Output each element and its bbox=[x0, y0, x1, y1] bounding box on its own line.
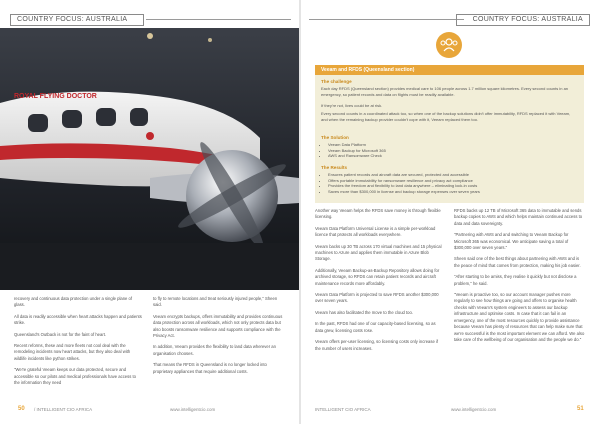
right-col2-paragraph: "Partnering with AWS and and switching to Veeam Backup for Microsoft 365 was economical. We anticipate saving a total of $300,000 over seven years." bbox=[454, 232, 569, 251]
challenge-text: Each day RFDS (Queensland section) provides medical care to 106 people across 1.7 million square kilometres. Every second counts in an emergency, so patient records and data on flights must be readily available. bbox=[321, 86, 569, 97]
team-icon bbox=[436, 32, 462, 58]
right-col2-paragraph: "After starting to be amiss, they realise it quickly but not disclose a problem," he said. bbox=[454, 274, 577, 286]
right-col2-paragraph: "Veeam is proactive too, so our account manager pushes more regularly to see how things are going and offers to organise health checks with Veeam's system engineers to assess our backup infrastructure and optimise costs. In case that it can fail in an emergency, one of the most resources quickly to provide assistance because Veeam has plenty of resources that can help make sure that we're successful is the most important element we can afford. We also take care of the wellbeing of our organisation and the people we do." bbox=[454, 292, 585, 342]
right-col1-paragraph: Another way Veeam helps the RFDS save money is through flexible licensing. bbox=[315, 208, 441, 220]
solution-list bbox=[321, 142, 576, 159]
svg-text:ROYAL FLYING DOCTOR: ROYAL FLYING DOCTOR bbox=[14, 93, 97, 100]
aircraft-photo bbox=[0, 28, 299, 290]
right-col1-paragraph: In the past, RFDS had one of our capacity-based licensing, so as data grew, licensing costs rose. bbox=[315, 321, 436, 333]
left-col1-paragraph: All data is readily accessible when heart attacks happen and patients strike. bbox=[14, 313, 142, 326]
left-column-2 bbox=[153, 296, 285, 380]
left-col1-paragraph: recovery and continuous data protection under a single plane of glass. bbox=[14, 296, 133, 308]
challenge-heading: The challenge bbox=[321, 79, 352, 84]
solution-item: • Veeam Data Platform bbox=[328, 142, 576, 148]
right-col1-paragraph: Veeam Data Platform is projected to save RFDS another $300,000 over seven years. bbox=[315, 292, 439, 304]
case-study-title: Veeam and RFDS (Queensland section) bbox=[321, 67, 415, 73]
right-col1-paragraph: Additionally, Veeam Backup-as-Backup Repository allows doing for archived storage, so RFDS can retain patient records and aircraft maintenance records more affordably. bbox=[315, 267, 440, 286]
left-col1-paragraph: "We're grateful Veeam keeps our data protected, secure and accessible so our pilots and medical professionals have access to the information they need bbox=[14, 367, 136, 386]
right-page-number: 51 bbox=[577, 406, 584, 412]
left-column-1 bbox=[14, 296, 142, 391]
right-col1-paragraph: Veeam has also facilitated the move to the cloud too. bbox=[315, 309, 414, 315]
case-study-box bbox=[315, 65, 584, 203]
challenge-text: Every second counts in a coordinated attack too, so when one of the backup solutions didn't offer immutability, RFDS replaced it with Veeam, and when the remaining backup provider couldn't cope with it, Veeam replaced them too. bbox=[321, 111, 571, 122]
result-item: • Provides the freedom and flexibility to land data anywhere – eliminating lock-in costs bbox=[328, 183, 576, 189]
results-heading: The Results bbox=[321, 165, 348, 170]
right-header-rule bbox=[309, 19, 464, 20]
right-page bbox=[301, 0, 600, 424]
solution-item: • Veeam Backup for Microsoft 365 bbox=[328, 148, 576, 154]
results-list bbox=[321, 172, 576, 194]
solution-item: • AWS and Ransomware Check bbox=[328, 153, 576, 159]
result-item: • Offers portable immutability for ransomware resilience and privacy act compliance bbox=[328, 178, 576, 184]
solution-heading: The Solution bbox=[321, 135, 349, 140]
left-col1-paragraph: Recent reforms, these and more fleets not cool deal with the remodeling incidents now heart attacks, but they also deal with wildlife incidents like python strikes. bbox=[14, 343, 131, 361]
left-col1-paragraph: Queensland's Outback is not for the faint of heart. bbox=[14, 331, 107, 337]
case-study-title-bar bbox=[315, 65, 584, 75]
aircraft-photo-illustration bbox=[0, 28, 299, 290]
result-item: • Saves more than $300,000 in license and backup storage expenses over seven years bbox=[328, 189, 576, 195]
left-header-tag: COUNTRY FOCUS: AUSTRALIA bbox=[10, 14, 144, 26]
left-col2-paragraph: Veeam encrypts backups, offers immutability and provides continuous data protection across all workloads, which not only protects data but also boosts ransomware resilience and supports compliance with the Privacy Act. bbox=[153, 313, 283, 339]
right-col2-paragraph: RFDS backs up 12 TB of Microsoft 365 data to immutable and sends backup copies to AWS and which helps maintain continued access to data and data sovereignty. bbox=[454, 208, 583, 226]
left-footer-issue: / INTELLIGENT CIO AFRICA bbox=[34, 407, 93, 412]
right-col1-paragraph: Veeam offers per-user licensing, so licensing costs only increase if the number of users increases. bbox=[315, 339, 439, 351]
left-page-number: 50 bbox=[18, 406, 25, 412]
left-header-rule bbox=[146, 19, 291, 20]
left-col2-paragraph: That means the RFDS in Queensland is no longer locked into proprietary appliances that require additional costs. bbox=[153, 362, 267, 374]
right-footer-issue: INTELLIGENT CIO AFRICA bbox=[315, 407, 371, 412]
right-col1-paragraph: Veeam backs up 30 TB across 170 virtual machines and 15 physical machines to Azure and applies them immutable in Azure Blob Storage. bbox=[315, 243, 442, 262]
left-page bbox=[0, 0, 299, 424]
right-header-tag: COUNTRY FOCUS: AUSTRALIA bbox=[456, 14, 590, 26]
left-col2-paragraph: In addition, Veeam provides the flexibility to land data wherever an organisation chooses. bbox=[153, 344, 276, 356]
right-footer-url: www.intelligentcio.com bbox=[451, 407, 497, 412]
right-col2-paragraph: Sheen said one of the best things about partnering with AWS and is the peace of mind that comes from protection, making his job easier. bbox=[454, 256, 581, 268]
left-col2-paragraph: to fly to remote locations and treat seriously injured people," Sheen said. bbox=[153, 296, 278, 308]
right-col1-paragraph: Veeam Data Platform Universal License is a simple per-workload licence that protects all workloads everywhere. bbox=[315, 225, 436, 238]
result-item: • Ensures patient records and aircraft data are secured, protected and accessible bbox=[328, 172, 576, 178]
right-column-1 bbox=[315, 208, 443, 357]
left-footer-url: www.intelligentcio.com bbox=[170, 407, 216, 412]
challenge-text: If they're not, lives could be at risk. bbox=[321, 103, 383, 108]
right-column-2 bbox=[454, 208, 586, 348]
